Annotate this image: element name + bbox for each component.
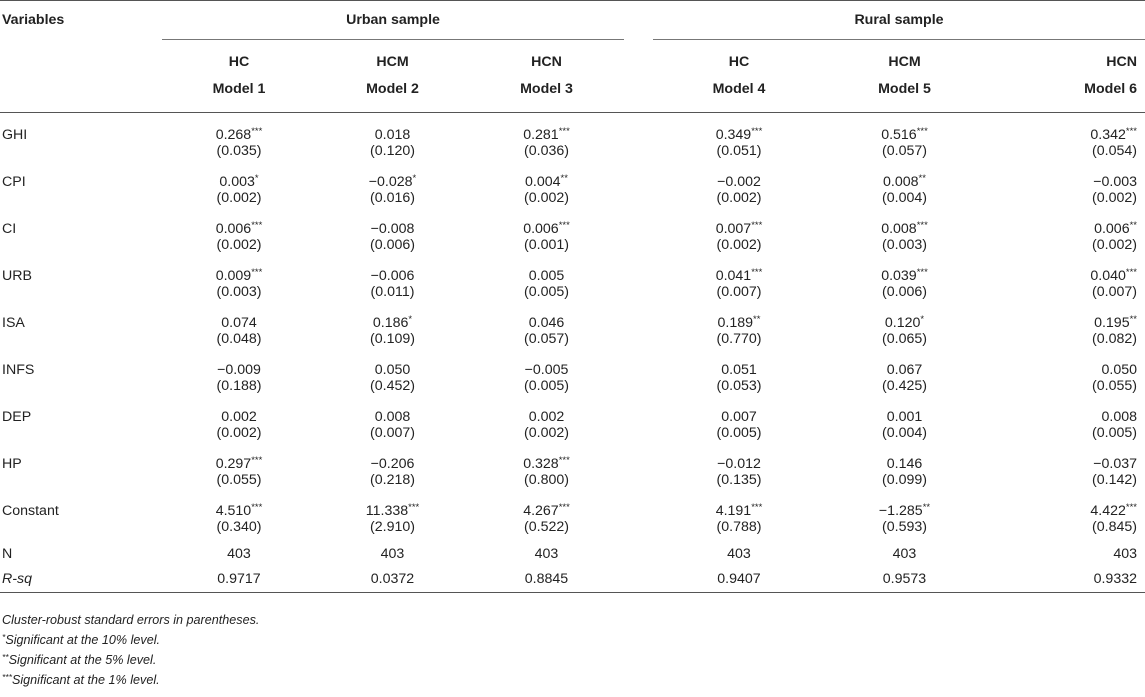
standard-error-cell: (0.005) xyxy=(524,284,569,300)
footnote-text: Significant at the 1% level. xyxy=(11,673,160,687)
statistic-value: 0.8845 xyxy=(469,566,624,593)
coefficient-value: 0.297 xyxy=(215,456,252,472)
coefficient-cell xyxy=(469,402,624,426)
significance-stars: *** xyxy=(251,455,263,466)
coefficient-value: 0.195 xyxy=(1094,315,1130,331)
significance-stars: *** xyxy=(1125,126,1137,137)
coefficient-cell xyxy=(162,113,316,144)
statistic-value: 0.9573 xyxy=(825,566,984,593)
significance-stars: ** xyxy=(918,173,926,184)
statistic-value: 0.9407 xyxy=(653,566,825,593)
coefficient-value: 0.039 xyxy=(881,268,917,284)
coefficient-value: 0.051 xyxy=(721,362,757,378)
coefficient-value: −0.003 xyxy=(1093,174,1137,190)
coefficient-cell xyxy=(653,214,825,238)
standard-error-cell: (0.002) xyxy=(524,190,569,206)
significance-stars: *** xyxy=(558,220,570,231)
significance-stars: ** xyxy=(1129,314,1137,325)
coefficient-value: −0.002 xyxy=(717,174,761,190)
standard-error-cell: (0.002) xyxy=(716,190,762,206)
coefficient-value: 4.191 xyxy=(715,503,752,519)
coefficient-cell xyxy=(984,261,1145,285)
model-header xyxy=(825,40,984,113)
standard-error-cell: (0.005) xyxy=(716,425,762,441)
standard-error-cell: (0.006) xyxy=(882,284,927,300)
coefficient-value: 0.186 xyxy=(372,315,409,331)
standard-error-cell: (0.099) xyxy=(882,472,927,488)
significance-stars: * xyxy=(920,314,925,325)
coefficient-row xyxy=(0,449,1145,473)
standard-error-cell: (0.011) xyxy=(370,284,415,300)
coefficient-cell xyxy=(316,449,469,473)
coefficient-cell xyxy=(469,167,624,191)
coefficient-cell xyxy=(469,113,624,144)
model-label: Model 1 xyxy=(212,81,266,97)
dep-var-label: HCM xyxy=(888,54,921,70)
coefficient-cell xyxy=(469,214,624,238)
standard-error-cell: (0.005) xyxy=(524,378,569,394)
coefficient-value: 0.067 xyxy=(886,362,923,378)
coefficient-value: 0.146 xyxy=(886,456,923,472)
coefficient-row xyxy=(0,214,1145,238)
coefficient-value: 0.007 xyxy=(715,221,752,237)
standard-error-cell: (0.425) xyxy=(882,378,927,394)
footnote xyxy=(2,670,259,690)
coefficient-value: 11.338 xyxy=(365,503,409,519)
statistic-value: 403 xyxy=(227,546,251,563)
coefficient-cell xyxy=(825,214,984,238)
significance-stars: *** xyxy=(916,220,928,231)
coefficient-value: −0.012 xyxy=(717,456,761,472)
model-header xyxy=(984,40,1145,113)
coefficient-cell xyxy=(825,355,984,379)
statistic-value: 0.0372 xyxy=(316,566,469,593)
standard-error-cell: (0.035) xyxy=(216,143,262,159)
statistic-value: 403 xyxy=(380,546,405,563)
coefficient-value: 4.422 xyxy=(1090,503,1126,519)
standard-error-cell: (0.082) xyxy=(1092,331,1137,347)
standard-error-cell: (0.051) xyxy=(716,143,762,159)
standard-error-row xyxy=(0,425,1145,449)
standard-error-cell: (0.002) xyxy=(1092,190,1137,206)
coefficient-value: 0.342 xyxy=(1090,127,1126,143)
coefficient-cell xyxy=(653,496,825,520)
statistic-value: 403 xyxy=(727,546,751,563)
standard-error-cell: (0.007) xyxy=(716,284,762,300)
coefficient-cell xyxy=(316,113,469,144)
significance-stars: ** xyxy=(922,502,931,513)
standard-error-cell: (0.004) xyxy=(882,190,927,206)
standard-error-cell: (0.800) xyxy=(524,472,569,488)
coefficient-row xyxy=(0,167,1145,191)
significance-stars: *** xyxy=(916,126,928,137)
standard-error-row xyxy=(0,143,1145,167)
coefficient-cell xyxy=(469,449,624,473)
rural-sample-header: Rural sample xyxy=(653,1,1145,40)
standard-error-cell: (0.109) xyxy=(370,331,415,347)
coefficient-cell xyxy=(162,308,316,332)
coefficient-cell xyxy=(162,167,316,191)
coefficient-cell xyxy=(825,308,984,332)
model-label: Model 5 xyxy=(878,81,931,97)
standard-error-cell: (2.910) xyxy=(370,519,415,535)
standard-error-cell: (0.057) xyxy=(882,143,927,159)
coefficient-row xyxy=(0,113,1145,144)
variable-name: DEP xyxy=(2,409,32,425)
standard-error-cell: (0.055) xyxy=(216,472,262,488)
coefficient-cell xyxy=(162,449,316,473)
significance-stars: * xyxy=(408,314,413,325)
variable-name: URB xyxy=(2,268,32,284)
coefficient-cell xyxy=(825,167,984,191)
standard-error-cell: (0.002) xyxy=(216,425,262,441)
significance-stars: ** xyxy=(560,173,568,184)
coefficient-cell xyxy=(825,449,984,473)
coefficient-cell xyxy=(653,308,825,332)
coefficient-value: 0.001 xyxy=(886,409,923,425)
coefficient-cell xyxy=(825,402,984,426)
coefficient-cell xyxy=(984,167,1145,191)
standard-error-cell: (0.002) xyxy=(1092,237,1137,253)
statistic-value: 403 xyxy=(892,546,917,563)
statistic-name: N xyxy=(2,546,13,563)
significance-stars: *** xyxy=(1125,267,1137,278)
standard-error-cell: (0.135) xyxy=(716,472,762,488)
model-header-row xyxy=(0,40,1145,113)
coefficient-value: 0.008 xyxy=(1101,409,1137,425)
statistic-name: R-sq xyxy=(0,566,162,593)
standard-error-row xyxy=(0,237,1145,261)
variable-name: CI xyxy=(2,221,17,237)
coefficient-cell xyxy=(316,402,469,426)
footnote xyxy=(2,630,259,650)
footnote-mark: * xyxy=(2,632,6,642)
standard-error-cell: (0.001) xyxy=(524,237,569,253)
coefficient-value: −0.005 xyxy=(524,362,569,378)
coefficient-cell xyxy=(984,402,1145,426)
coefficient-cell xyxy=(653,355,825,379)
significance-stars: *** xyxy=(751,267,763,278)
coefficient-cell xyxy=(825,496,984,520)
dep-var-label: HC xyxy=(728,54,750,70)
standard-error-cell: (0.002) xyxy=(216,190,262,206)
significance-stars: ** xyxy=(1129,220,1137,231)
coefficient-cell xyxy=(469,496,624,520)
standard-error-cell: (0.218) xyxy=(370,472,415,488)
coefficient-value: 0.050 xyxy=(1101,362,1137,378)
standard-error-cell: (0.845) xyxy=(1092,519,1137,535)
model-label: Model 4 xyxy=(712,81,766,97)
standard-error-row xyxy=(0,378,1145,402)
coefficient-value: 0.008 xyxy=(883,174,919,190)
coefficient-row xyxy=(0,308,1145,332)
standard-error-cell: (0.002) xyxy=(524,425,569,441)
coefficient-value: 0.120 xyxy=(884,315,921,331)
significance-stars: *** xyxy=(916,267,928,278)
significance-stars: * xyxy=(254,173,259,184)
coefficient-value: 0.516 xyxy=(881,127,917,143)
coefficient-value: −0.006 xyxy=(370,268,415,284)
significance-stars: *** xyxy=(751,502,763,513)
coefficient-cell xyxy=(316,496,469,520)
urban-sample-header: Urban sample xyxy=(162,1,624,40)
standard-error-row xyxy=(0,284,1145,308)
significance-stars: ** xyxy=(753,314,761,325)
footnote-text: Cluster-robust standard errors in parentheses. xyxy=(2,613,260,627)
standard-error-cell: (0.016) xyxy=(370,190,415,206)
coefficient-value: −0.008 xyxy=(370,221,415,237)
variable-name: CPI xyxy=(2,174,26,190)
coefficient-cell xyxy=(653,449,825,473)
coefficient-row xyxy=(0,496,1145,520)
significance-stars: *** xyxy=(251,502,263,513)
coefficient-value: 0.002 xyxy=(528,409,565,425)
standard-error-cell: (0.452) xyxy=(370,378,415,394)
coefficient-cell xyxy=(984,449,1145,473)
coefficient-value: 4.267 xyxy=(523,503,559,519)
coefficient-value: 0.189 xyxy=(717,315,754,331)
standard-error-cell: (0.003) xyxy=(216,284,262,300)
standard-error-cell: (0.788) xyxy=(716,519,762,535)
coefficient-value: 0.018 xyxy=(374,127,411,143)
coefficient-value: 0.009 xyxy=(215,268,252,284)
coefficient-cell xyxy=(984,308,1145,332)
standard-error-cell: (0.142) xyxy=(1092,472,1137,488)
coefficient-cell xyxy=(653,261,825,285)
model-header xyxy=(653,40,825,113)
standard-error-cell: (0.054) xyxy=(1092,143,1137,159)
coefficient-value: 0.046 xyxy=(528,315,565,331)
model-label: Model 3 xyxy=(520,81,573,97)
coefficient-cell xyxy=(653,402,825,426)
standard-error-row xyxy=(0,190,1145,214)
standard-error-cell: (0.003) xyxy=(882,237,927,253)
standard-error-cell: (0.340) xyxy=(216,519,262,535)
coefficient-value: 0.268 xyxy=(215,127,252,143)
coefficient-value: 0.006 xyxy=(1094,221,1130,237)
footnote xyxy=(2,610,259,630)
standard-error-row xyxy=(0,472,1145,496)
coefficient-cell xyxy=(984,355,1145,379)
footnote-text: Significant at the 10% level. xyxy=(5,633,161,647)
coefficient-value: −0.009 xyxy=(217,362,261,378)
coefficient-value: −1.285 xyxy=(878,503,923,519)
coefficient-value: 0.002 xyxy=(221,409,257,425)
standard-error-cell: (0.057) xyxy=(524,331,569,347)
coefficient-value: 0.006 xyxy=(215,221,252,237)
statistic-value: 403 xyxy=(534,546,559,563)
coefficient-value: 0.281 xyxy=(523,127,559,143)
coefficient-cell xyxy=(825,113,984,144)
standard-error-cell: (0.002) xyxy=(716,237,762,253)
coefficient-value: 0.004 xyxy=(525,174,561,190)
significance-stars: *** xyxy=(251,126,263,137)
coefficient-cell xyxy=(162,261,316,285)
standard-error-cell: (0.770) xyxy=(716,331,762,347)
coefficient-value: 0.074 xyxy=(221,315,257,331)
standard-error-cell: (0.005) xyxy=(1092,425,1137,441)
coefficient-cell xyxy=(469,355,624,379)
statistic-row xyxy=(0,543,1145,567)
coefficient-row xyxy=(0,261,1145,285)
standard-error-cell: (0.002) xyxy=(216,237,262,253)
statistic-value: 0.9717 xyxy=(162,566,316,593)
coefficient-cell xyxy=(469,308,624,332)
coefficient-cell xyxy=(469,261,624,285)
footnote-text: Significant at the 5% level. xyxy=(8,653,157,667)
significance-stars: *** xyxy=(751,126,763,137)
standard-error-cell: (0.036) xyxy=(524,143,569,159)
statistic-value: 0.9332 xyxy=(984,566,1145,593)
standard-error-cell: (0.055) xyxy=(1092,378,1137,394)
coefficient-value: 0.008 xyxy=(374,409,411,425)
coefficient-cell xyxy=(653,167,825,191)
variable-name: GHI xyxy=(2,127,28,143)
variables-header: Variables xyxy=(2,12,65,29)
coefficient-value: −0.037 xyxy=(1093,456,1137,472)
coefficient-cell xyxy=(162,402,316,426)
standard-error-cell: (0.522) xyxy=(524,519,569,535)
variable-name: ISA xyxy=(2,315,25,331)
footnote-mark: ** xyxy=(2,652,9,662)
dep-var-label: HC xyxy=(228,54,250,70)
significance-stars: *** xyxy=(558,126,570,137)
standard-error-cell: (0.065) xyxy=(882,331,927,347)
standard-error-cell: (0.004) xyxy=(882,425,927,441)
significance-stars: *** xyxy=(251,267,263,278)
coefficient-cell xyxy=(984,214,1145,238)
coefficient-cell xyxy=(162,355,316,379)
significance-stars: *** xyxy=(251,220,263,231)
coefficient-value: 0.008 xyxy=(881,221,917,237)
coefficient-cell xyxy=(653,113,825,144)
model-label: Model 6 xyxy=(1084,81,1137,97)
significance-stars: *** xyxy=(408,502,420,513)
model-header xyxy=(162,40,316,113)
model-header xyxy=(316,40,469,113)
coefficient-value: 0.349 xyxy=(715,127,752,143)
standard-error-row xyxy=(0,331,1145,355)
coefficient-value: 0.006 xyxy=(523,221,559,237)
dep-var-label: HCM xyxy=(376,54,409,70)
significance-stars: *** xyxy=(558,455,570,466)
coefficient-value: 0.003 xyxy=(219,174,255,190)
significance-stars: *** xyxy=(558,502,570,513)
standard-error-cell: (0.048) xyxy=(216,331,262,347)
dep-var-label: HCN xyxy=(531,54,562,70)
coefficient-value: 4.510 xyxy=(215,503,252,519)
coefficient-cell xyxy=(162,496,316,520)
coefficient-row xyxy=(0,355,1145,379)
coefficient-value: −0.206 xyxy=(370,456,415,472)
coefficient-cell xyxy=(316,167,469,191)
coefficient-cell xyxy=(316,308,469,332)
coefficient-cell xyxy=(316,214,469,238)
variable-name: Constant xyxy=(2,503,59,519)
coefficient-row xyxy=(0,402,1145,426)
coefficient-value: 0.005 xyxy=(528,268,565,284)
coefficient-value: 0.007 xyxy=(721,409,757,425)
standard-error-cell: (0.006) xyxy=(370,237,415,253)
standard-error-cell: (0.053) xyxy=(716,378,762,394)
standard-error-cell: (0.188) xyxy=(216,378,262,394)
variable-name: HP xyxy=(2,456,22,472)
model-header xyxy=(469,40,624,113)
dep-var-label: HCN xyxy=(1106,54,1137,70)
coefficient-cell xyxy=(825,261,984,285)
standard-error-cell: (0.120) xyxy=(370,143,415,159)
group-header-row xyxy=(0,1,1145,40)
coefficient-cell xyxy=(316,261,469,285)
footnote xyxy=(2,650,259,670)
standard-error-row xyxy=(0,519,1145,543)
table-footnotes xyxy=(0,610,259,690)
coefficient-value: 0.328 xyxy=(523,456,559,472)
coefficient-value: 0.040 xyxy=(1090,268,1126,284)
coefficient-cell xyxy=(984,113,1145,144)
coefficient-cell xyxy=(316,355,469,379)
significance-stars: *** xyxy=(1125,502,1137,513)
significance-stars: *** xyxy=(751,220,763,231)
statistic-value: 403 xyxy=(1113,546,1137,563)
coefficient-value: 0.041 xyxy=(715,268,752,284)
significance-stars: * xyxy=(412,173,417,184)
variable-name: INFS xyxy=(2,362,35,378)
model-label: Model 2 xyxy=(366,81,419,97)
standard-error-cell: (0.593) xyxy=(882,519,927,535)
statistic-row xyxy=(0,566,1145,593)
coefficient-value: 0.050 xyxy=(374,362,411,378)
coefficient-cell xyxy=(162,214,316,238)
standard-error-cell: (0.007) xyxy=(370,425,415,441)
coefficient-value: −0.028 xyxy=(368,174,413,190)
footnote-mark: *** xyxy=(2,672,12,682)
coefficient-cell xyxy=(984,496,1145,520)
standard-error-cell: (0.007) xyxy=(1092,284,1137,300)
